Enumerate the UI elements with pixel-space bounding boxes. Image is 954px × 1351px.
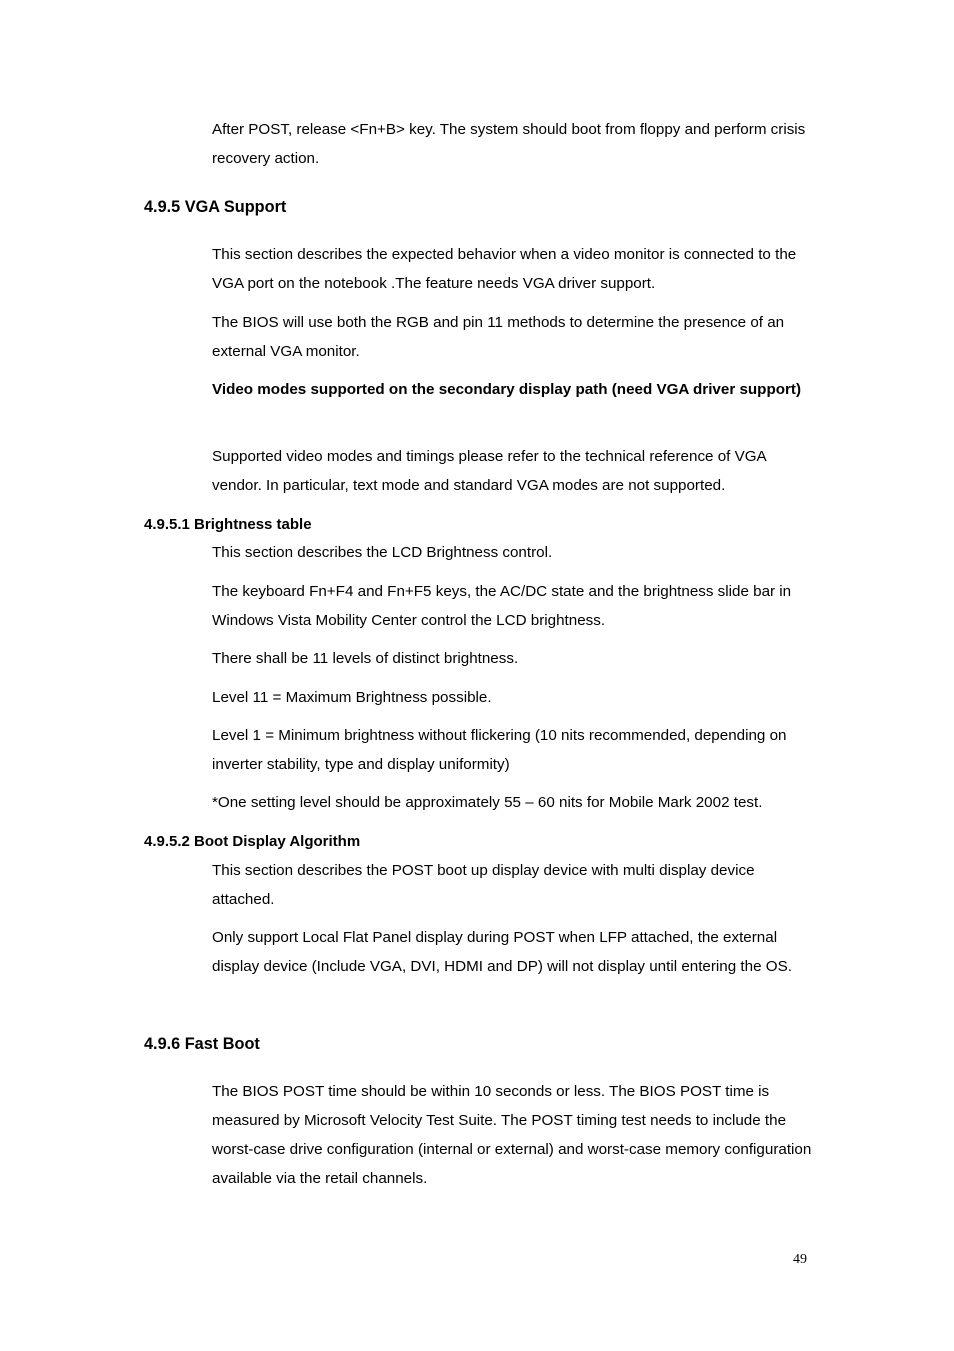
subsection-heading-boot-display-algorithm: 4.9.5.2 Boot Display Algorithm	[144, 833, 361, 850]
section-heading-vga-support: 4.9.5 VGA Support	[144, 198, 287, 216]
boot-display-paragraph-1: This section describes the POST boot up display device with multi display device attached.	[212, 862, 755, 908]
brightness-paragraph-5: Level 1 = Minimum brightness without flickering (10 nits recommended, depending on inverter stability, type and display uniformity)	[212, 727, 787, 773]
vga-paragraph-1: This section describes the expected behavior when a video monitor is connected to the VGA port on the notebook .The feature needs VGA driver support.	[212, 246, 797, 292]
section-heading-fast-boot: 4.9.6 Fast Boot	[144, 1035, 260, 1053]
boot-display-paragraph-2: Only support Local Flat Panel display during POST when LFP attached, the external display device (Include VGA, DVI, HDMI and DP) will not display until entering the OS.	[212, 929, 792, 975]
brightness-paragraph-4: Level 11 = Maximum Brightness possible.	[212, 689, 492, 706]
vga-paragraph-2: The BIOS will use both the RGB and pin 11 methods to determine the presence of an external VGA monitor.	[212, 314, 785, 360]
page-number: 49	[793, 1252, 807, 1267]
brightness-paragraph-2: The keyboard Fn+F4 and Fn+F5 keys, the AC/DC state and the brightness slide bar in Windows Vista Mobility Center control the LCD brightness.	[212, 583, 792, 629]
vga-paragraph-3: Supported video modes and timings please refer to the technical reference of VGA vendor. In particular, text mode and standard VGA modes are not supported.	[212, 448, 766, 494]
subsection-heading-brightness-table: 4.9.5.1 Brightness table	[144, 516, 312, 533]
fast-boot-paragraph-1: The BIOS POST time should be within 10 seconds or less. The BIOS POST time is measured by Microsoft Velocity Test Suite. The POST timing test needs to include the worst-case drive configuration (internal or external) and worst-case memory configuration available via the retail channels.	[212, 1083, 812, 1187]
brightness-paragraph-1: This section describes the LCD Brightness control.	[212, 544, 553, 561]
brightness-paragraph-6: *One setting level should be approximately 55 – 60 nits for Mobile Mark 2002 test.	[212, 794, 763, 811]
brightness-paragraph-3: There shall be 11 levels of distinct brightness.	[212, 650, 519, 667]
vga-bold-note: Video modes supported on the secondary display path (need VGA driver support)	[212, 381, 802, 398]
intro-paragraph: After POST, release <Fn+B> key. The system should boot from floppy and perform crisis recovery action.	[212, 121, 806, 167]
